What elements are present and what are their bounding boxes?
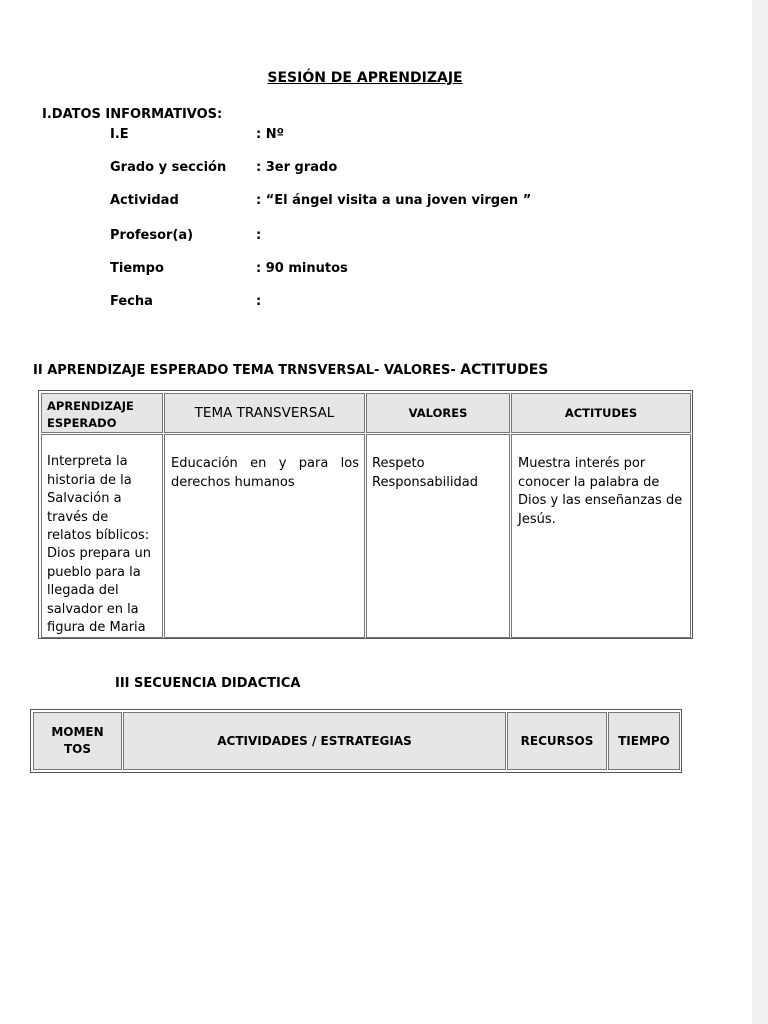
cell-tema-text: Educación en y para los derechos humanos	[171, 456, 359, 490]
info-value: :	[256, 228, 262, 243]
vertical-scrollbar[interactable]	[752, 0, 768, 1024]
info-value: : Nº	[256, 127, 284, 142]
info-value: : “El ángel visita a una joven virgen ”	[256, 193, 532, 208]
learning-table	[38, 390, 693, 639]
cell-aprendizaje-text-2: Dios prepara un pueblo para la llegada del salvador en la figura de Maria	[47, 546, 151, 635]
cell-valores-text: Respeto Responsabilidad	[372, 456, 478, 490]
cell-actitudes	[511, 434, 691, 638]
header-valores: VALORES	[366, 393, 510, 433]
cell-actitudes-text: Muestra interés por conocer la palabra de Dios y las enseñanzas de Jesús.	[518, 456, 683, 527]
header-actividades: ACTIVIDADES / ESTRATEGIAS	[123, 712, 506, 770]
info-label: Actividad	[110, 193, 179, 208]
cell-valores	[366, 434, 510, 638]
header-momentos-text: MOMEN TOS	[51, 725, 104, 756]
section-3-heading: III SECUENCIA DIDACTICA	[115, 676, 301, 691]
info-label: Grado y sección	[110, 160, 227, 175]
cell-aprendizaje-text-1: Interpreta la historia de la Salvación a través de relatos bíblicos:	[47, 454, 150, 543]
info-label: Fecha	[110, 294, 153, 309]
header-actitudes: ACTITUDES	[511, 393, 691, 433]
info-label: I.E	[110, 127, 129, 142]
header-aprendizaje: APRENDIZAJE ESPERADO	[41, 393, 163, 433]
info-value: : 3er grado	[256, 160, 338, 175]
info-value: : 90 minutos	[256, 261, 348, 276]
section-2-heading-main: II APRENDIZAJE ESPERADO TEMA TRNSVERSAL- VALORES-	[33, 363, 456, 378]
header-momentos	[33, 712, 122, 770]
document-title: SESIÓN DE APRENDIZAJE	[267, 70, 463, 86]
header-recursos: RECURSOS	[507, 712, 607, 770]
section-2-heading-last: ACTITUDES	[460, 362, 549, 378]
didactic-sequence-table	[30, 709, 682, 773]
info-label: Profesor(a)	[110, 228, 194, 243]
section-1-heading: I.DATOS INFORMATIVOS:	[42, 107, 223, 122]
cell-tema-transversal	[164, 434, 365, 638]
header-tema-transversal: TEMA TRANSVERSAL	[164, 393, 365, 433]
header-tiempo: TIEMPO	[608, 712, 680, 770]
cell-aprendizaje-esperado	[41, 434, 163, 638]
info-label: Tiempo	[110, 261, 164, 276]
info-value: :	[256, 294, 262, 309]
section-2-heading	[33, 362, 548, 378]
